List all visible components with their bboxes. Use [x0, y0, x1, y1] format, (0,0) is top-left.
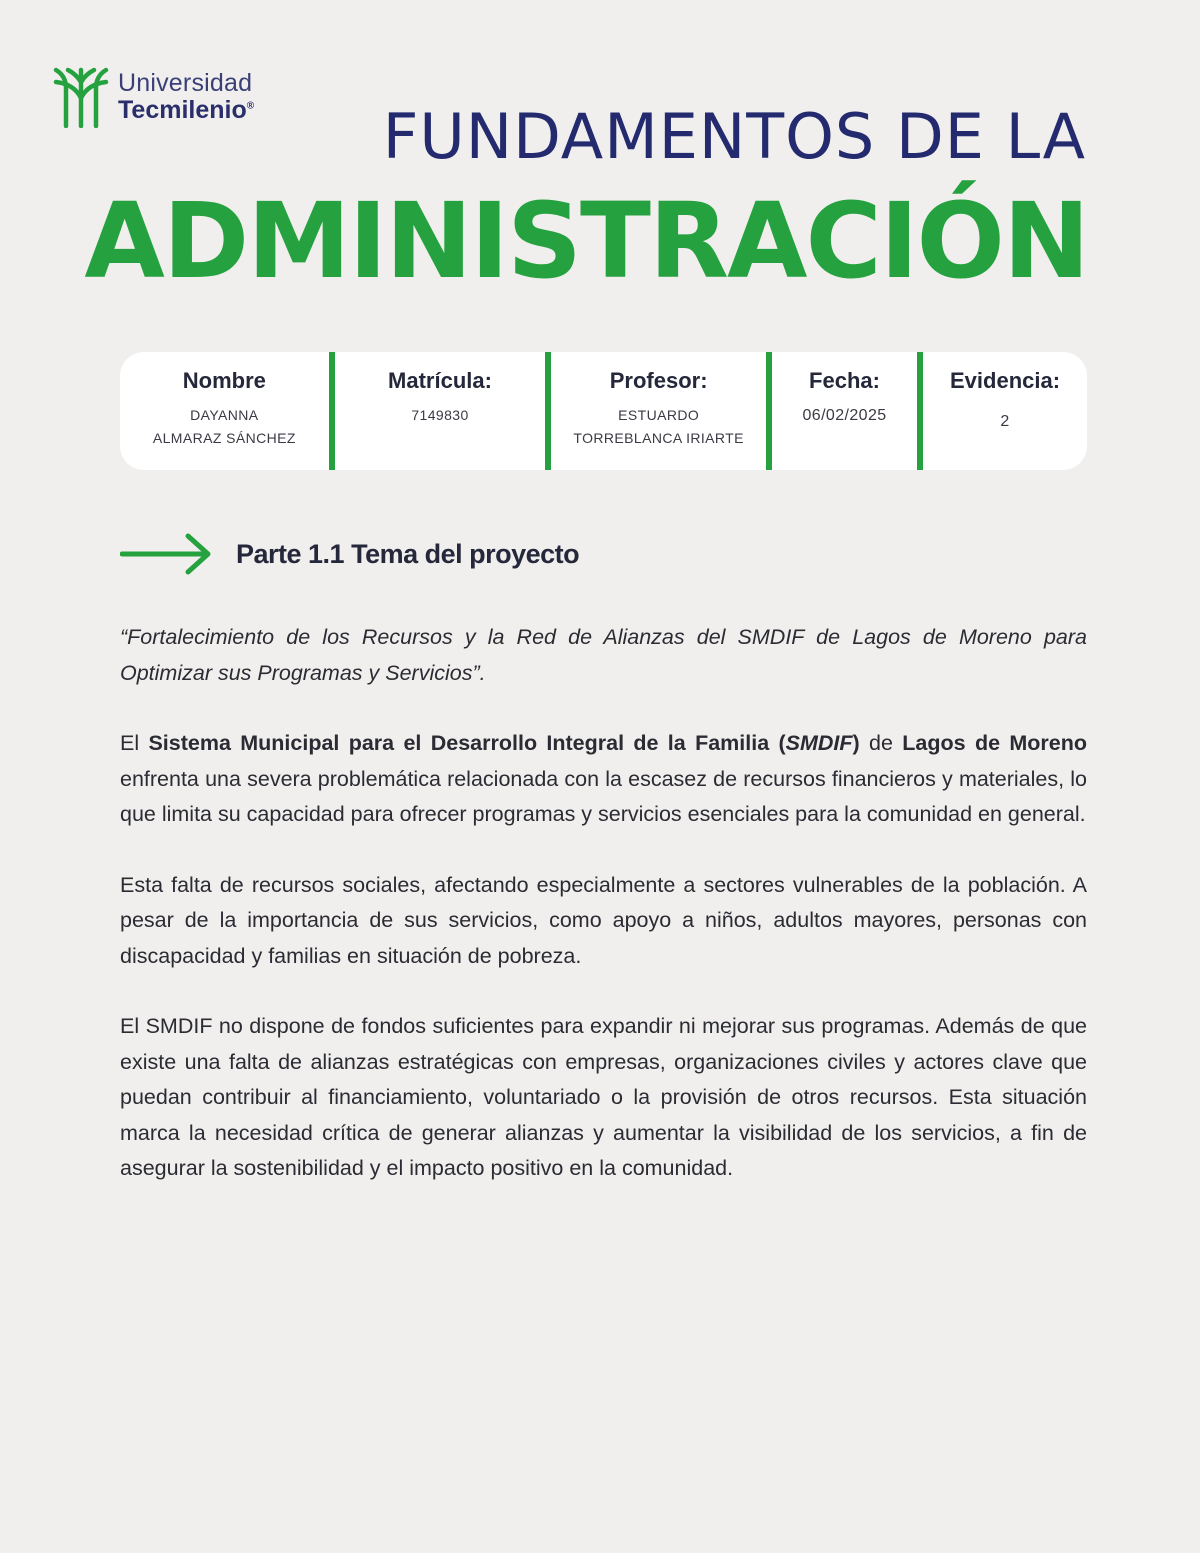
section-heading-label: Parte 1.1 Tema del proyecto: [236, 538, 580, 569]
body-content: [120, 620, 1087, 1222]
info-cell-fecha: [766, 352, 917, 470]
university-logo: [52, 66, 254, 128]
title-line-1: FUNDAMENTOS DE LA: [382, 100, 1086, 173]
arrow-right-icon: [120, 532, 212, 576]
project-title-quote: “Fortalecimiento de los Recursos y la Red de Alianzas del SMDIF de Lagos de Moreno para Optimizar sus Programas y Servicios”.: [120, 625, 1087, 685]
matricula-label: Matrícula:: [388, 368, 492, 393]
section-heading: [120, 532, 579, 576]
info-cell-profesor: [545, 352, 766, 470]
profesor-label: Profesor:: [609, 368, 708, 393]
paragraph-1: El Sistema Municipal para el Desarrollo Integral de la Familia (SMDIF) de Lagos de Moreno enfrenta una severa problemática relacionada con la escasez de recursos financieros y materiales, lo que limita su capacidad para ofrecer programas y servicios esenciales para la comunidad en general.: [120, 731, 1087, 826]
name-value: DAYANNA ALMARAZ SÁNCHEZ: [152, 407, 296, 446]
profesor-value: ESTUARDO TORREBLANCA IRIARTE: [573, 407, 744, 446]
logo-tecmilenio-text: Tecmilenio®: [118, 96, 255, 124]
matricula-value: 7149830: [411, 407, 469, 423]
info-cell-name: [120, 352, 329, 470]
logo-university-text: Universidad: [118, 69, 253, 97]
evidencia-value: 2: [1000, 413, 1010, 430]
info-cell-matricula: [329, 352, 546, 470]
evidencia-label: Evidencia:: [950, 368, 1061, 393]
title-line-2: ADMINISTRACIÓN: [84, 180, 1088, 302]
fecha-value: 06/02/2025: [802, 407, 887, 424]
tecmilenio-logo-icon: [52, 66, 110, 128]
name-label: Nombre: [182, 368, 266, 393]
paragraph-3: El SMDIF no dispone de fondos suficientes para expandir ni mejorar sus programas. Además de que existe una falta de alianzas estratégicas con empresas, organizaciones civiles y actores clave que puedan contribuir al financiamiento, voluntariado o la provisión de otros recursos. Esta situación marca la necesidad crítica de generar alianzas y aumentar la visibilidad de los servicios, a fin de asegurar la sostenibilidad y el impacto positivo en la comunidad.: [120, 1014, 1087, 1180]
student-info-card: [120, 352, 1087, 470]
paragraph-2: Esta falta de recursos sociales, afectando especialmente a sectores vulnerables de la población. A pesar de la importancia de sus servicios, como apoyo a niños, adultos mayores, personas con discapacidad y familias en situación de pobreza.: [120, 872, 1087, 968]
info-cell-evidencia: [917, 352, 1087, 470]
fecha-label: Fecha:: [809, 368, 880, 393]
